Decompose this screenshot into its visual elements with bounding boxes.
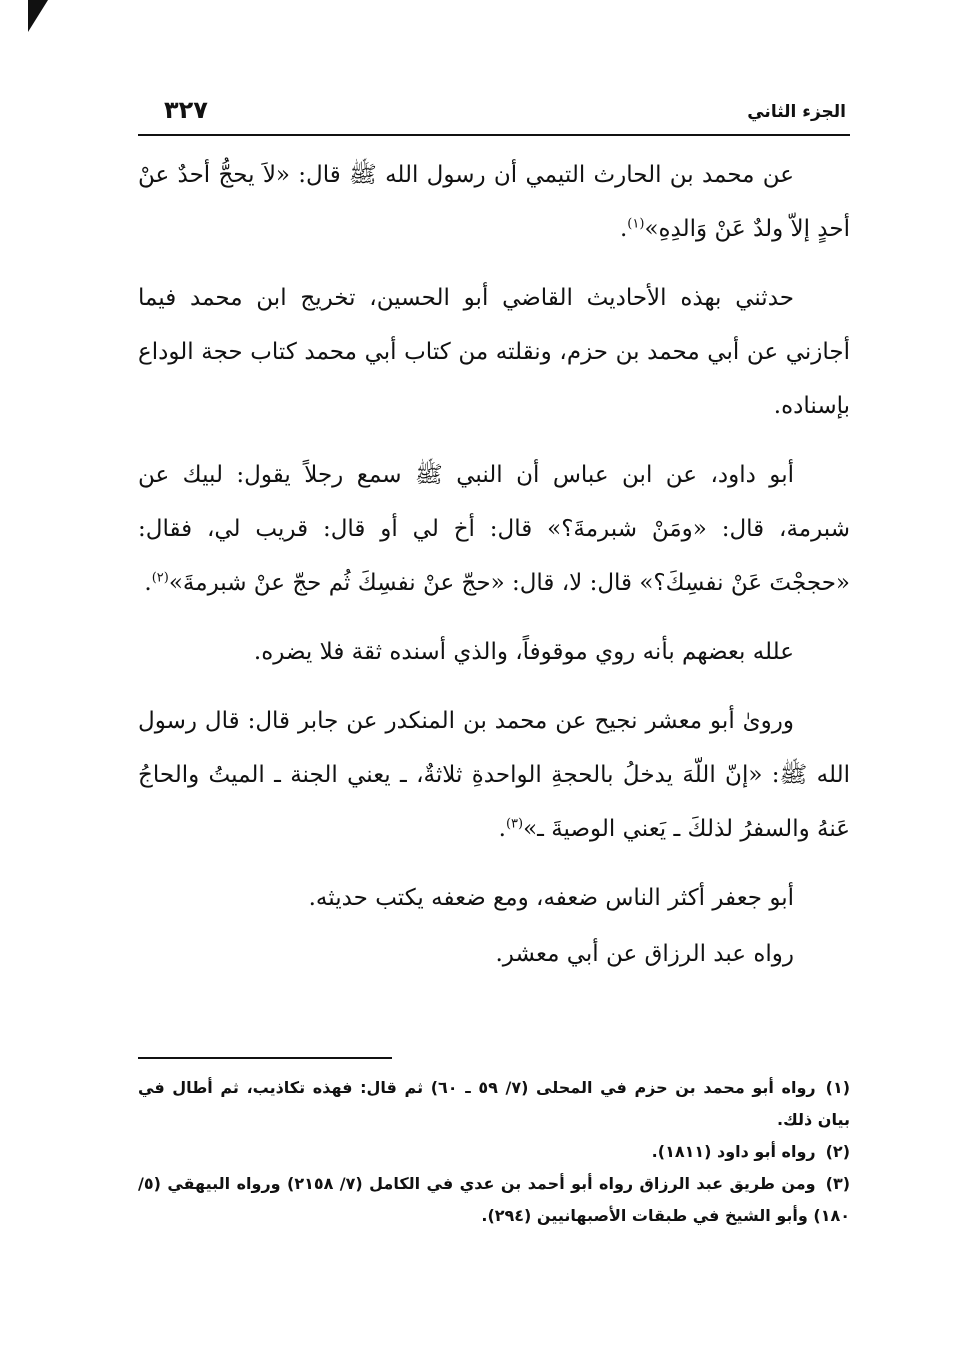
footnote-marker: (١) [627, 216, 645, 232]
footnote-marker: (٢) [151, 570, 169, 586]
footnote-divider [138, 1057, 392, 1059]
footnotes [138, 1072, 850, 1232]
running-title: الجزء الثاني [747, 102, 846, 122]
corner-mark [28, 0, 48, 32]
page-header [138, 94, 850, 136]
paragraph: ورو‌ىٰ أبو معشر نجيح عن محمد بن المنكدر عن جابر قال: قال رسول الله ﷺ: «إنّ اللّهَ يدخلُ بالحجةِ الواحدةِ ثلاثةٌ، ـ يعني الجنة ـ الميتُ والحاجُ عَنهُ والسفرُ لذلكَ ـ يَعني الوصيةَ ـ»$^{(٣)}$. [138, 708, 850, 842]
paragraph: علله بعضهم بأنه روي موقوفاً، والذي أسنده ثقة فلا يضره. [253, 639, 794, 665]
paragraph: أبو جعفر أكثر الناس ضعفه، ومع ضعفه يكتب حديثه. [308, 885, 794, 911]
footnote [138, 1072, 850, 1136]
footnote-text: ومن طريق عبد الرزاق رواه أبو أحمد بن عدي في الكامل (٧/ ٢١٥٨) ورواه البيهقي (٥/ ١٨٠) وأبو الشيخ في طبقات الأصبهانيين (٢٩٤). [138, 1174, 850, 1225]
paragraph: عن محمد بن الحارث التيمي أن رسول الله ﷺ قال: «لاَ يحجُّ أحدٌ عنْ أحدٍ إلاّ ولدٌ عَنْ وَالدِهِ»$^{(١)}$. [138, 162, 850, 242]
footnote-text: رواه أبو داود (١٨١١). [651, 1142, 816, 1161]
paragraph: حدثني بهذه الأحاديث القاضي أبو الحسين، تخريج ابن محمد فيما أجازني عن أبي محمد بن حزم، ونقلته من كتاب أبي محمد كتاب حجة الوداع بإسناده. [138, 285, 850, 419]
footnote-text: رواه أبو محمد بن حزم في المحلى (٧/ ٥٩ ـ ٦٠) ثم قال: فهذه تكاذيب، ثم أطال في بيان ذلك. [138, 1078, 850, 1129]
main-text [138, 148, 850, 996]
footnote [138, 1168, 850, 1232]
page-number: ٣٢٧ [164, 96, 208, 124]
paragraph: رواه عبد الرزاق عن أبي معشر. [495, 941, 794, 967]
footnote-number: (٣) [825, 1174, 851, 1193]
footnote-number: (١) [825, 1078, 851, 1097]
paragraph: أبو داود، عن ابن عباس أن النبي ﷺ سمع رجلاً يقول: لبيك عن شبرمة، قال: «ومَنْ شبرمةَ؟» قال: أخ لي أو قال: قريب لي، فقال: «حججْتَ عَنْ نفسِكَ؟» قال: لا، قال: «حجّ عنْ نفسِكَ ثُم حجّ عنْ شبرمةَ»$^{(٢)}$. [138, 462, 850, 596]
footnote [138, 1136, 850, 1168]
footnote-number: (٢) [825, 1142, 850, 1161]
footnote-marker: (٣) [505, 816, 524, 832]
